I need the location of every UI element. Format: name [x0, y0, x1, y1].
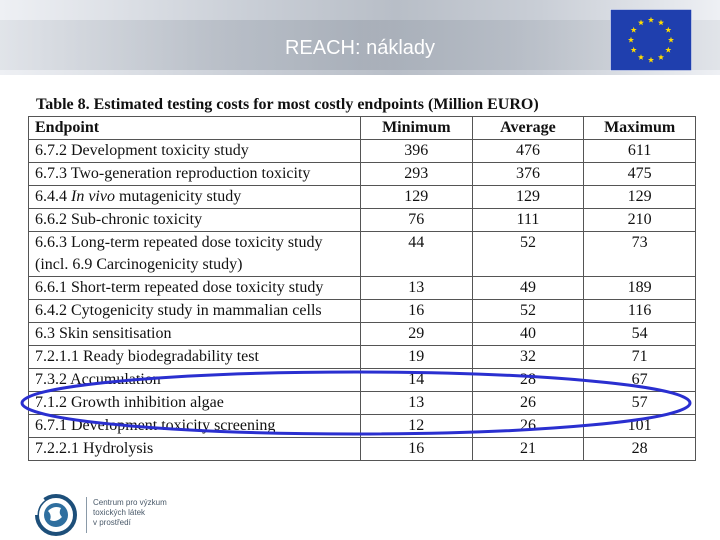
- table-row: [29, 369, 696, 392]
- average-cell: 40: [472, 323, 584, 346]
- average-cell: 376: [472, 163, 584, 186]
- cost-table: [28, 116, 696, 461]
- column-header-average: Average: [472, 117, 584, 140]
- minimum-cell: 16: [360, 300, 472, 323]
- average-cell: 26: [472, 392, 584, 415]
- table-row: [29, 323, 696, 346]
- table-caption: Table 8. Estimated testing costs for most costly endpoints (Million EURO): [36, 96, 539, 113]
- minimum-cell: 13: [360, 392, 472, 415]
- endpoint-cell: 6.3 Skin sensitisation: [29, 323, 361, 346]
- average-cell: 32: [472, 346, 584, 369]
- maximum-cell: 54: [584, 323, 696, 346]
- table-row: [29, 277, 696, 300]
- maximum-cell: 71: [584, 346, 696, 369]
- maximum-cell: 189: [584, 277, 696, 300]
- table-row: [29, 415, 696, 438]
- endpoint-prefix: 6.4.4: [35, 188, 71, 205]
- average-cell: 476: [472, 140, 584, 163]
- column-header-maximum: Maximum: [584, 117, 696, 140]
- minimum-cell: 19: [360, 346, 472, 369]
- endpoint-line2: (incl. 6.9 Carcinogenicity study): [35, 256, 243, 273]
- centrum-logo-icon: [34, 493, 78, 537]
- minimum-cell: 14: [360, 369, 472, 392]
- table-row: [29, 209, 696, 232]
- maximum-cell: 475: [584, 163, 696, 186]
- minimum-cell: 76: [360, 209, 472, 232]
- footer-divider: [86, 497, 87, 533]
- table-row: [29, 300, 696, 323]
- maximum-cell: 129: [584, 186, 696, 209]
- average-cell: 52: [472, 232, 584, 277]
- average-cell: 26: [472, 415, 584, 438]
- maximum-cell: 101: [584, 415, 696, 438]
- slide-title: REACH: náklady: [284, 37, 436, 59]
- endpoint-cell: [29, 186, 361, 209]
- table-row: [29, 186, 696, 209]
- endpoint-cell: 6.7.3 Two-generation reproduction toxicity: [29, 163, 361, 186]
- eu-flag-icon: [610, 9, 692, 71]
- average-cell: 21: [472, 438, 584, 461]
- minimum-cell: 293: [360, 163, 472, 186]
- minimum-cell: 16: [360, 438, 472, 461]
- column-header-endpoint: Endpoint: [29, 117, 361, 140]
- table-row: [29, 163, 696, 186]
- endpoint-cell: [29, 232, 361, 277]
- endpoint-cell: 7.3.2 Accumulation: [29, 369, 361, 392]
- table-row: [29, 140, 696, 163]
- maximum-cell: 116: [584, 300, 696, 323]
- footer-line1: Centrum pro výzkum: [93, 498, 167, 507]
- maximum-cell: 67: [584, 369, 696, 392]
- minimum-cell: 129: [360, 186, 472, 209]
- minimum-cell: 29: [360, 323, 472, 346]
- endpoint-suffix: mutagenicity study: [114, 188, 242, 205]
- cost-table-container: [28, 94, 696, 461]
- table-row: [29, 438, 696, 461]
- endpoint-cell: 6.6.2 Sub-chronic toxicity: [29, 209, 361, 232]
- minimum-cell: 396: [360, 140, 472, 163]
- table-row-highlighted: [29, 392, 696, 415]
- endpoint-italic: In vivo: [71, 188, 115, 205]
- average-cell: 28: [472, 369, 584, 392]
- maximum-cell: 57: [584, 392, 696, 415]
- endpoint-cell: 6.6.1 Short-term repeated dose toxicity study: [29, 277, 361, 300]
- footer-org-name: [93, 498, 167, 528]
- endpoint-line1: 6.6.3 Long-term repeated dose toxicity study: [35, 234, 323, 251]
- table-row: [29, 346, 696, 369]
- table-header-row: [29, 117, 696, 140]
- footer-line3: v prostředí: [93, 518, 131, 527]
- average-cell: 49: [472, 277, 584, 300]
- endpoint-cell: 7.1.2 Growth inhibition algae: [29, 392, 361, 415]
- endpoint-cell: 6.7.2 Development toxicity study: [29, 140, 361, 163]
- minimum-cell: 13: [360, 277, 472, 300]
- endpoint-cell: 7.2.2.1 Hydrolysis: [29, 438, 361, 461]
- column-header-minimum: Minimum: [360, 117, 472, 140]
- maximum-cell: 611: [584, 140, 696, 163]
- endpoint-cell: 7.2.1.1 Ready biodegradability test: [29, 346, 361, 369]
- endpoint-cell: 6.7.1 Development toxicity screening: [29, 415, 361, 438]
- average-cell: 129: [472, 186, 584, 209]
- table-row: [29, 232, 696, 277]
- minimum-cell: 12: [360, 415, 472, 438]
- maximum-cell: 73: [584, 232, 696, 277]
- endpoint-cell: 6.4.2 Cytogenicity study in mammalian cells: [29, 300, 361, 323]
- average-cell: 52: [472, 300, 584, 323]
- maximum-cell: 210: [584, 209, 696, 232]
- footer-line2: toxických látek: [93, 508, 146, 517]
- average-cell: 111: [472, 209, 584, 232]
- maximum-cell: 28: [584, 438, 696, 461]
- minimum-cell: 44: [360, 232, 472, 277]
